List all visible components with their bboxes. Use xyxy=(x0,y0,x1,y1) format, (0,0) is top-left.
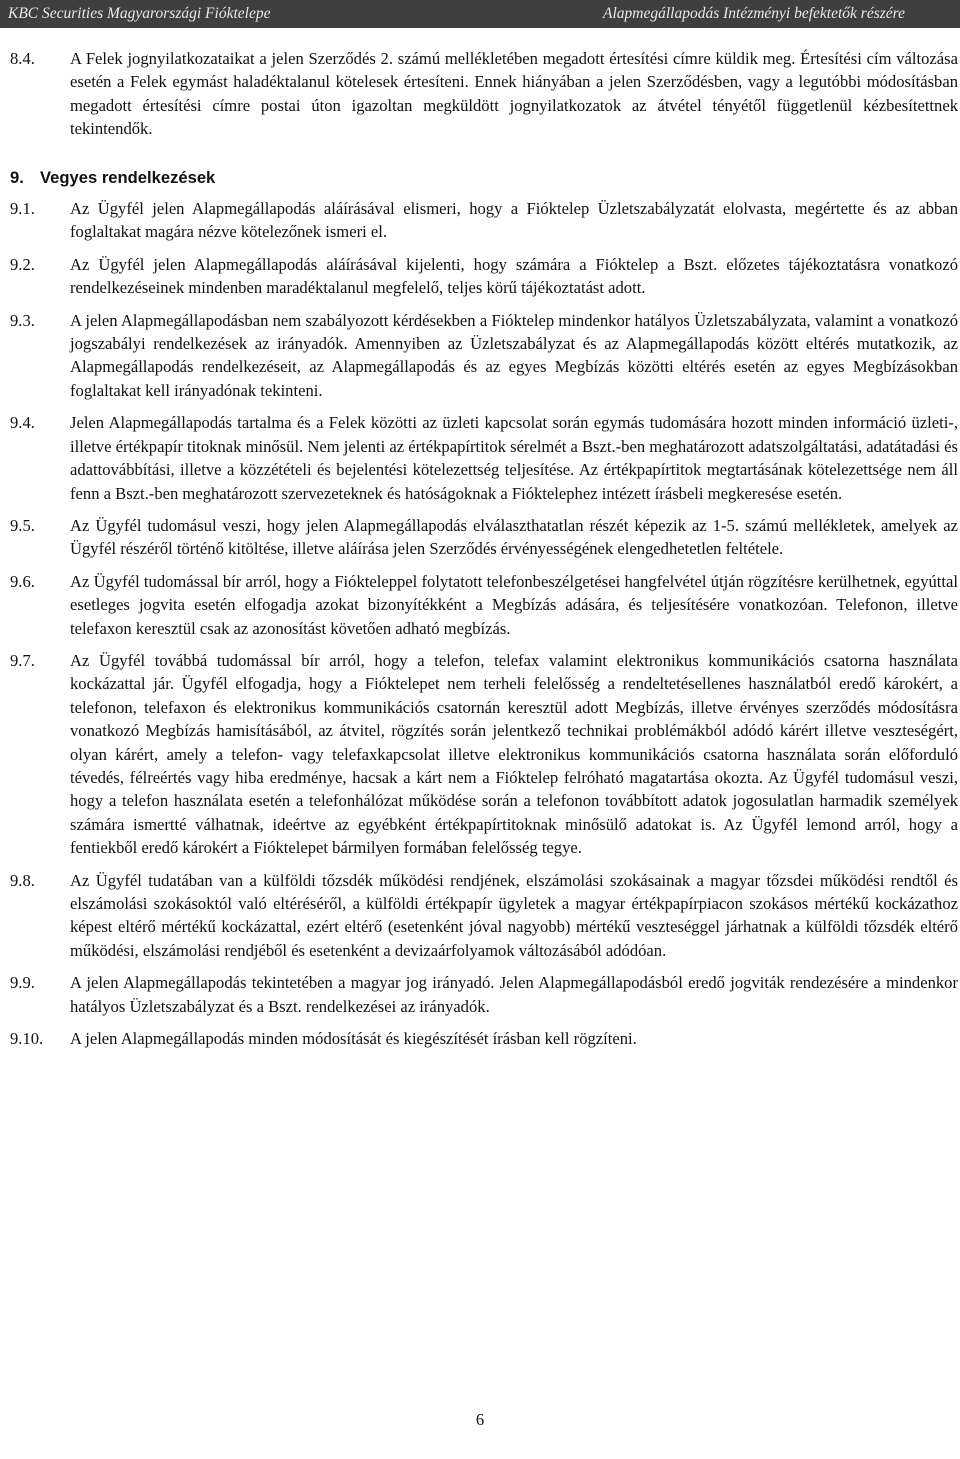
clause-text: A jelen Alapmegállapodás minden módosítását és kiegészítését írásban kell rögzíteni. xyxy=(70,1029,637,1049)
section-title: Vegyes rendelkezések xyxy=(40,167,216,187)
page-number: 6 xyxy=(475,1410,485,1429)
clause-8-4 xyxy=(10,47,958,141)
clause-number: 9.2. xyxy=(10,254,35,274)
clause-text: Jelen Alapmegállapodás tartalma és a Felek közötti az üzleti kapcsolat során egymás tudomására hozott minden információ üzleti-, illetve értékpapír titoknak minősül. Nem jelenti az értékpapírtitok sérelmét a Bszt.-ben meghatározott adatszolgáltatási, adatátadási és adattovábbítási, illetve a közzétételi és bejelentési kötelezettség teljesítése. Az értékpapírtitok megtartásának kötelezettsége nem áll fenn a Bszt.-ben meghatározott szervezeteknek és hatóságoknak a Fióktelephez intézett írásbeli megkeresése esetén. xyxy=(70,413,958,503)
clause-text: Az Ügyfél jelen Alapmegállapodás aláírásával elismeri, hogy a Fióktelep Üzletszabályzatát elolvasta, megértette és az abban foglaltakat magára nézve kötelezőnek ismeri el. xyxy=(70,199,958,242)
clause-text: Az Ügyfél jelen Alapmegállapodás aláírásával kijelenti, hogy számára a Fióktelep a Bszt. előzetes tájékoztatásra vonatkozó rendelkezéseinek mindenben maradéktalanul megfelelő, teljes körű tájékoztatást adott. xyxy=(70,254,958,298)
document-body xyxy=(10,47,958,1059)
clause-9-7 xyxy=(10,649,958,860)
clause-text: Az Ügyfél tudatában van a külföldi tőzsdék működési rendjének, elszámolási szokásainak a magyar tőzsdei működési rendtől és elszámolási szokásoktól való eltéréséről, a külföldi értékpapír ügyletek a magyar értékpapírpiacon szokásos mértékű kockázathoz képest eltérő mértékű kockázattal, ezért eltérő (esetenként jóval nagyobb) mértékű veszteséggel járhatnak a külföldi tőzsdék eltérő működési, elszámolási rendjéből és esetenként a devizaárfolyamok változásából adódóan. xyxy=(70,870,958,960)
clause-text: A Felek jognyilatkozataikat a jelen Szerződés 2. számú mellékletében megadott értesítési címre küldik meg. Értesítési cím változása esetén a Felek egymást haladéktalanul kötelesek értesíteni. Ennek hiányában a jelen Szerződésben, vagy a legutóbbi módosításban megadott értesítési címre postai úton igazoltan megküldött jognyilatkozatok az átvétel tényétől függetlenül kézbesítettnek tekintendők. xyxy=(70,49,958,139)
clause-9-5 xyxy=(10,514,958,561)
section-heading-9 xyxy=(10,166,958,189)
clause-number: 9.7. xyxy=(10,650,35,670)
clause-9-6 xyxy=(10,570,958,640)
clause-number: 9.5. xyxy=(10,515,35,535)
clause-text: Az Ügyfél továbbá tudomással bír arról, hogy a telefon, telefax valamint elektronikus kommunikációs csatorna használata kockázattal jár. Ügyfél elfogadja, hogy a Fióktelepet nem terheli felelősség a rendeltetésellenes használatból eredő károkért, a telefonon, telefaxon és elektronikus kommunikációs csatornán keresztül adott Megbízás, illetve érvényes szerződés módosításra vonatkozó Megbízás hamisításából, az átvitel, rögzítés során jelentkező technikai problémákból adódó kárért illetve veszteségért, olyan kárért, amely a telefon- vagy telefaxkapcsolat illetve elektronikus kommunikációs csatorna használata során előforduló tévedés, félreértés vagy hiba eredménye, hacsak a kárt nem a Fióktelep felróható magatartása okozta. Az Ügyfél tudomásul veszi, hogy a telefon használata esetén a telefonhálózat működése során a telefonon továbbított adatok jogosulatlan harmadik személyek számára ismertté válhatnak, ideértve az egyébként értékpapírtitoknak minősülő adatokat is. Az Ügyfél lemond arról, hogy a fentiekből eredő károkért a Fióktelepet bármilyen formában felelősség tegye. xyxy=(70,650,958,858)
clause-9-8 xyxy=(10,869,958,963)
clause-number: 9.6. xyxy=(10,571,35,591)
clause-9-4 xyxy=(10,411,958,505)
clause-number: 9.8. xyxy=(10,870,35,890)
clause-number: 9.9. xyxy=(10,973,35,993)
page-footer xyxy=(0,1410,960,1430)
clause-9-1 xyxy=(10,197,958,244)
header-document-title: Alapmegállapodás Intézményi befektetők részére xyxy=(602,5,905,22)
clause-9-10 xyxy=(10,1027,958,1050)
clause-text: Az Ügyfél tudomással bír arról, hogy a Fiókteleppel folytatott telefonbeszélgetései hangfelvétel útján rögzítésre kerülhetnek, egyúttal esetleges jogvita esetén elfogadja azokat bizonyítékként a Megbízás adására, és teljesítésére vonatkozóan. Telefonon, illetve telefaxon keresztül csak az azonosítást követően adható megbízás. xyxy=(70,571,958,638)
clause-number: 9.1. xyxy=(10,199,35,219)
clause-text: A jelen Alapmegállapodás tekintetében a magyar jog irányadó. Jelen Alapmegállapodásból eredő jogviták rendezésére a mindenkor hatályos Üzletszabályzat és a Bszt. rendelkezései az irányadók. xyxy=(70,973,958,1016)
clause-9-9 xyxy=(10,971,958,1018)
section-number: 9. xyxy=(10,167,24,187)
clause-text: A jelen Alapmegállapodásban nem szabályozott kérdésekben a Fióktelep mindenkor hatályos Üzletszabályzata, valamint a vonatkozó jogszabályi rendelkezések az irányadók. Amennyiben az Üzletszabályzat és az Alapmegállapodás között eltérés mutatkozik, az Alapmegállapodás rendelkezéseit, az Alapmegállapodás és az egyes Megbízás közötti eltérés esetén az egyes Megbízásokban foglaltakat kell irányadónak tekinteni. xyxy=(70,310,958,400)
page-header xyxy=(0,0,960,28)
clause-number: 9.3. xyxy=(10,310,35,330)
clause-text: Az Ügyfél tudomásul veszi, hogy jelen Alapmegállapodás elválaszthatatlan részét képezik az 1-5. számú mellékletek, amelyek az Ügyfél részéről történő kitöltése, illetve aláírása jelen Szerződés érvényességének elengedhetetlen feltétele. xyxy=(70,515,958,559)
clause-number: 8.4. xyxy=(10,49,35,68)
clause-number: 9.4. xyxy=(10,413,35,433)
header-company-name: KBC Securities Magyarországi Fióktelepe xyxy=(8,5,271,22)
clause-9-2 xyxy=(10,253,958,300)
clause-9-3 xyxy=(10,309,958,403)
clause-number: 9.10. xyxy=(10,1029,44,1049)
